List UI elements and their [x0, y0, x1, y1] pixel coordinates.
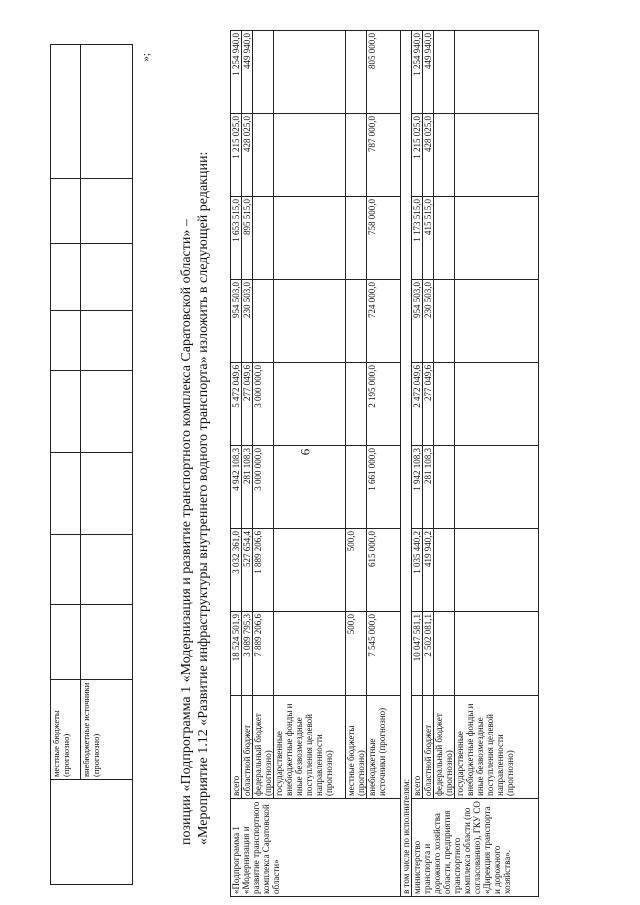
amount-cell [274, 31, 346, 114]
amount-cell [434, 114, 455, 197]
heading-line-2: «Мероприятие 1.12 «Развитие инфраструктуры внутреннего водного транспорта» изложить в следующей редакции: [196, 151, 211, 845]
amount-cell [455, 280, 539, 363]
amount-cell: 3 032 361,0 [231, 529, 242, 612]
amount-cell: 449 940,0 [242, 31, 253, 114]
program-name: «Подпрограмма 1 «Модернизация и развитие транспортного комплекса Саратовской области» [231, 799, 401, 897]
amount-cell: 1 661 000,0 [367, 446, 401, 529]
amount-cell: 428 025,0 [423, 114, 434, 197]
amount-cell: 3 000 000,0 [253, 363, 274, 446]
amount-cell: 895 515,0 [242, 197, 253, 280]
amount-cell: 281 108,3 [242, 446, 253, 529]
funding-source: федеральный бюджет (прогнозно) [253, 696, 274, 799]
amount-cell [274, 612, 346, 696]
funding-source: федеральный бюджет (прогнозно) [434, 696, 455, 799]
amount-cell [346, 363, 367, 446]
amount-cell: 1 035 440,2 [412, 529, 423, 612]
funding-source: областной бюджет [423, 696, 434, 799]
funding-source: областной бюджет [242, 696, 253, 799]
funding-source: государственные внебюджетные фонды и иные безвозмездные поступления целевой направленности (прогнозно) [274, 696, 346, 799]
funding-source: внебюджетные источники (прогнозно) [367, 696, 401, 799]
main-table [230, 30, 539, 897]
amount-cell: 805 000,0 [367, 31, 401, 114]
amount-cell [455, 197, 539, 280]
amount-cell [274, 280, 346, 363]
amount-cell [253, 280, 274, 363]
amount-cell [253, 197, 274, 280]
amount-cell: 3 089 795,3 [242, 612, 253, 696]
page-number: 6 [297, 448, 313, 456]
amount-cell: 1 254 940,0 [412, 31, 423, 114]
amount-cell [434, 280, 455, 363]
top-table-source: внебюджетные источники (прогнозно) [81, 680, 133, 780]
executor-name: министерство транспорта и дорожного хозяйства области, предприятия транспортного комплекса области (по согласованию), ГКУ СО «Дирекция транспорта и дорожного хозяйства». [412, 799, 539, 897]
amount-cell: 1 215 025,0 [231, 114, 242, 197]
funding-source: государственные внебюджетные фонды и иные безвозмездные поступления целевой направленности (прогнозно) [455, 696, 539, 799]
amount-cell [346, 31, 367, 114]
amount-cell: 5 472 049,6 [231, 363, 242, 446]
amount-cell: 2 502 081,1 [423, 612, 434, 696]
amount-cell: 954 503,0 [412, 280, 423, 363]
amount-cell: 954 503,0 [231, 280, 242, 363]
amount-cell [455, 446, 539, 529]
table-row [231, 31, 242, 897]
top-table-empty-cell [51, 780, 133, 885]
amount-cell: 7 545 000,0 [367, 612, 401, 696]
amount-cell: 18 524 501,9 [231, 612, 242, 696]
amount-cell [274, 529, 346, 612]
table-row [253, 31, 274, 897]
amount-cell: 230 503,0 [242, 280, 253, 363]
funding-source: всего [412, 696, 423, 799]
amount-cell: 1 653 515,0 [231, 197, 242, 280]
amount-cell: 1 942 108,3 [412, 446, 423, 529]
amount-cell [455, 612, 539, 696]
amount-cell [434, 529, 455, 612]
amount-cell: 1 254 940,0 [231, 31, 242, 114]
including-label: в том числе по исполнителям: [401, 31, 412, 897]
amount-cell [434, 612, 455, 696]
amount-cell: 1 889 206,6 [253, 529, 274, 612]
amount-cell [253, 31, 274, 114]
amount-cell: 449 940,0 [423, 31, 434, 114]
amount-cell [346, 197, 367, 280]
amount-cell [346, 114, 367, 197]
amount-cell: 1 173 515,0 [412, 197, 423, 280]
amount-cell: 724 000,0 [367, 280, 401, 363]
amount-cell: 415 515,0 [423, 197, 434, 280]
amount-cell [274, 446, 346, 529]
amount-cell: 230 503,0 [423, 280, 434, 363]
amount-cell [253, 114, 274, 197]
table-row [412, 31, 423, 897]
amount-cell [434, 197, 455, 280]
amount-cell: 2 195 000,0 [367, 363, 401, 446]
amount-cell: 527 654,4 [242, 529, 253, 612]
amount-cell [434, 446, 455, 529]
amount-cell: 500,0 [346, 612, 367, 696]
table-row [434, 31, 455, 897]
amount-cell [455, 114, 539, 197]
table-row [367, 31, 401, 897]
amount-cell [346, 446, 367, 529]
amount-cell: 2 472 049,6 [412, 363, 423, 446]
amount-cell [346, 280, 367, 363]
amount-cell: 758 000,0 [367, 197, 401, 280]
funding-source: местные бюджеты (прогнозно) [346, 696, 367, 799]
amount-cell: 615 000,0 [367, 529, 401, 612]
top-table-source: местные бюджеты (прогнозно) [51, 680, 81, 780]
table-row [455, 31, 539, 897]
amount-cell: 277 049,6 [423, 363, 434, 446]
including-row [401, 31, 412, 897]
amount-cell: 281 108,3 [423, 446, 434, 529]
amount-cell: 4 942 108,3 [231, 446, 242, 529]
closing-quote: »; [140, 53, 152, 62]
amount-cell [274, 197, 346, 280]
table-row [423, 31, 434, 897]
amount-cell [274, 363, 346, 446]
amount-cell: 787 000,0 [367, 114, 401, 197]
heading-line-1: позиции «Подпрограмма 1 «Модернизация и развитие транспортного комплекса Саратовской области» – [179, 219, 194, 845]
table-row [274, 31, 346, 897]
amount-cell [434, 363, 455, 446]
amount-cell [434, 31, 455, 114]
amount-cell: 3 000 000,0 [253, 446, 274, 529]
funding-source: всего [231, 696, 242, 799]
amount-cell [455, 31, 539, 114]
amount-cell: 7 889 206,6 [253, 612, 274, 696]
amount-cell: 10 047 581,1 [412, 612, 423, 696]
table-row [242, 31, 253, 897]
top-table [50, 44, 152, 885]
amount-cell: 500,0 [346, 529, 367, 612]
amount-cell: 1 215 025,0 [412, 114, 423, 197]
table-row [346, 31, 367, 897]
heading [178, 25, 212, 885]
amount-cell: 428 025,0 [242, 114, 253, 197]
amount-cell [274, 114, 346, 197]
rotated-document [50, 12, 590, 897]
amount-cell: 277 049,6 [242, 363, 253, 446]
amount-cell [455, 529, 539, 612]
amount-cell: 419 940,2 [423, 529, 434, 612]
amount-cell [455, 363, 539, 446]
